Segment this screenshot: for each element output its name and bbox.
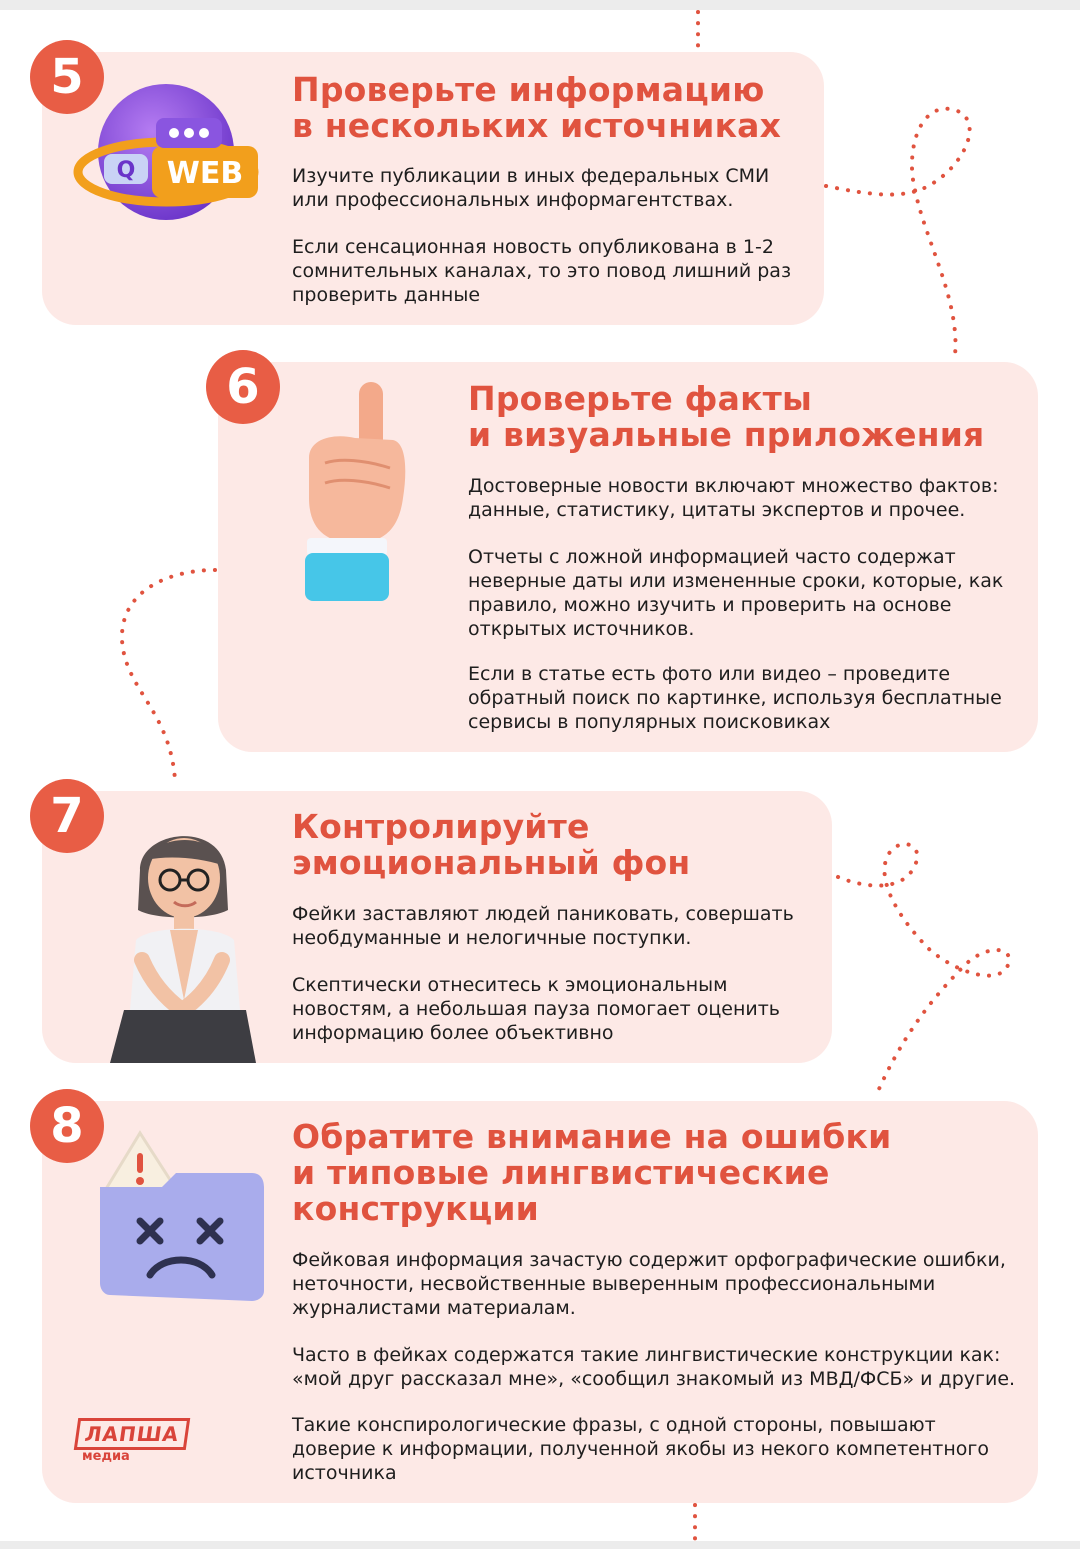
section-title: Обратите внимание на ошибки и типовые лингвистические конструкции — [292, 1117, 892, 1228]
section-paragraph: Достоверные новости включают множество фактов: данные, статистику, цитаты экспертов и прочее. — [468, 475, 999, 521]
section-title: Контролируйте эмоциональный фон — [292, 807, 691, 882]
step-number-badge: 7 — [30, 779, 104, 853]
calm-woman-icon — [100, 810, 260, 1068]
section-title: Проверьте факты и визуальные приложения — [468, 379, 985, 454]
section-title: Проверьте информацию в нескольких источниках — [292, 70, 782, 145]
step-number-badge: 5 — [30, 40, 104, 114]
bottom-strip — [0, 1541, 1080, 1549]
q-label: Q — [116, 158, 136, 183]
section-paragraph: Фейки заставляют людей паниковать, совершать необдуманные и нелогичные поступки. — [292, 903, 794, 949]
section-paragraph: Часто в фейках содержатся такие лингвистические конструкции как: «мой друг рассказал мне», «сообщил знакомый из МВД/ФСБ» и другие. — [292, 1344, 1016, 1390]
section-paragraph: Скептически отнеситесь к эмоциональным новостям, а небольшая пауза помогает оценить информацию более объективно — [292, 974, 781, 1044]
step-number-badge: 6 — [206, 350, 280, 424]
pointing-finger-icon — [295, 378, 415, 608]
error-folder-icon — [92, 1125, 272, 1310]
section-paragraph: Отчеты с ложной информацией часто содержат неверные даты или измененные сроки, которые, как правило, можно изучить и проверить на основе открытых источников. — [468, 546, 1004, 640]
section-paragraph: Если сенсационная новость опубликована в 1-2 сомнительных каналах, то это повод лишний раз проверить данные — [292, 236, 792, 306]
web-label: WEB — [166, 156, 244, 191]
logo-name: ЛАПША — [74, 1418, 191, 1450]
lapsha-media-logo — [76, 1418, 188, 1464]
logo-sub: медиа — [82, 1449, 130, 1464]
section-paragraph: Фейковая информация зачастую содержит орфографические ошибки, неточности, несвойственные выверенным профессиональными журналистами материалам. — [292, 1249, 1006, 1319]
section-paragraph: Такие конспирологические фразы, с одной стороны, повышают доверие к информации, полученной якобы из некого компетентного источника — [292, 1414, 989, 1484]
section-paragraph: Если в статье есть фото или видео – проведите обратный поиск по картинке, используя бесплатные сервисы в популярных поисковиках — [468, 663, 1002, 733]
section-paragraph: Изучите публикации в иных федеральных СМИ или профессиональных информагентствах. — [292, 165, 770, 211]
web-globe-icon — [70, 70, 270, 235]
step-number-badge: 8 — [30, 1089, 104, 1163]
